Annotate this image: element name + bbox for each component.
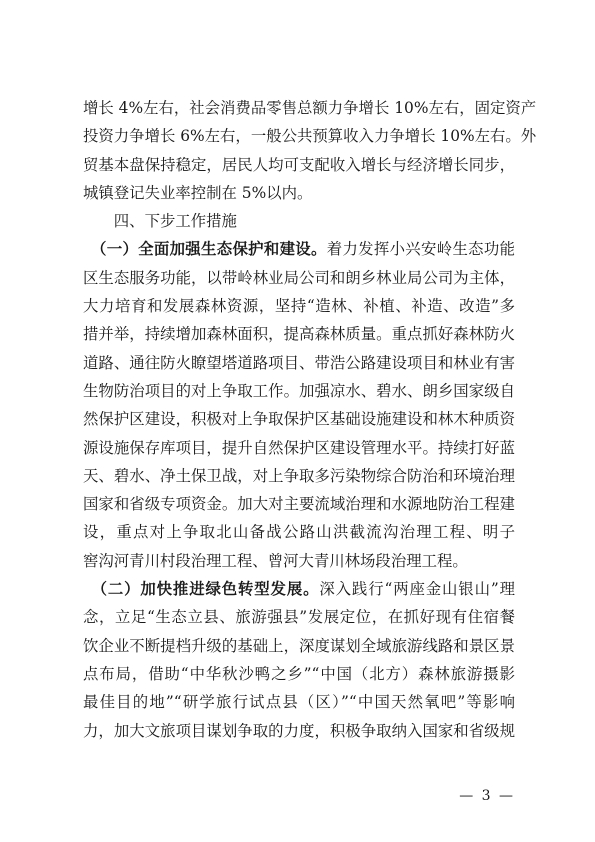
paragraph-1-lead: （一）全面加强生态保护和建设。 bbox=[83, 240, 327, 259]
text-line: 国家和省级专项资金。加大对主要流域治理和水源地防治工程建 bbox=[83, 495, 515, 514]
text-line: 投资力争增长 6%左右，一般公共预算收入力争增长 10%左右。外 bbox=[83, 127, 537, 146]
text-line: 源设施保存库项目，提升自然保护区建设管理水平。持续打好蓝 bbox=[83, 438, 515, 457]
text-line: 力，加大文旅项目谋划争取的力度，积极争取纳入国家和省级规 bbox=[83, 721, 515, 740]
document-body bbox=[83, 94, 537, 745]
text-line: 设，重点对上争取北山备战公路山洪截流沟治理工程、明子 bbox=[83, 523, 515, 542]
text-line: 饮企业不断提档升级的基础上，深度谋划全域旅游线路和景区景 bbox=[83, 636, 515, 655]
text-line: 城镇登记失业率控制在 5%以内。 bbox=[83, 183, 313, 202]
paragraph-2-lead: （二）加快推进绿色转型发展。 bbox=[83, 580, 320, 599]
text-line: 贸基本盘保持稳定，居民人均可支配收入增长与经济增长同步， bbox=[83, 155, 515, 174]
text-line: 措并举，持续增加森林面积，提高森林质量。重点抓好森林防火 bbox=[83, 325, 515, 344]
paragraph-2-first-line bbox=[83, 575, 515, 603]
text-line: 增长 4%左右，社会消费品零售总额力争增长 10%左右，固定资产 bbox=[83, 99, 537, 117]
text-line: 窖沟河青川村段治理工程、曾河大青川林场段治理工程。 bbox=[83, 551, 468, 570]
text-line: 深入践行“两座金山银山”理 bbox=[319, 580, 515, 599]
text-line: 最佳目的地”“研学旅行试点县（区）”“中国天然氧吧”等影响 bbox=[83, 693, 515, 712]
paragraph-1-first-line bbox=[83, 235, 515, 263]
text-line: 道路、通往防火瞭望塔道路项目、带浩公路建设项目和林业有害 bbox=[83, 353, 515, 372]
text-line: 天、碧水、净土保卫战，对上争取多污染物综合防治和环境治理 bbox=[83, 466, 515, 485]
page-number: — 3 — bbox=[459, 788, 515, 804]
section-heading: 四、下步工作措施 bbox=[83, 212, 237, 231]
text-line: 生物防治项目的对上争取工作。加强凉水、碧水、朗乡国家级自 bbox=[83, 381, 515, 400]
text-line: 念，立足“生态立县、旅游强县”发展定位，在抓好现有住宿餐 bbox=[83, 608, 515, 627]
text-line: 然保护区建设，积极对上争取保护区基础设施建设和林木种质资 bbox=[83, 410, 515, 429]
text-line: 大力培育和发展森林资源，坚持“造林、补植、补造、改造”多 bbox=[83, 297, 515, 316]
text-line: 区生态服务功能，以带岭林业局公司和朗乡林业局公司为主体， bbox=[83, 268, 515, 287]
text-line: 着力发挥小兴安岭生态功能 bbox=[326, 240, 515, 259]
text-line: 点布局，借助“中华秋沙鸭之乡”“中国（北方）森林旅游摄影 bbox=[83, 664, 515, 683]
